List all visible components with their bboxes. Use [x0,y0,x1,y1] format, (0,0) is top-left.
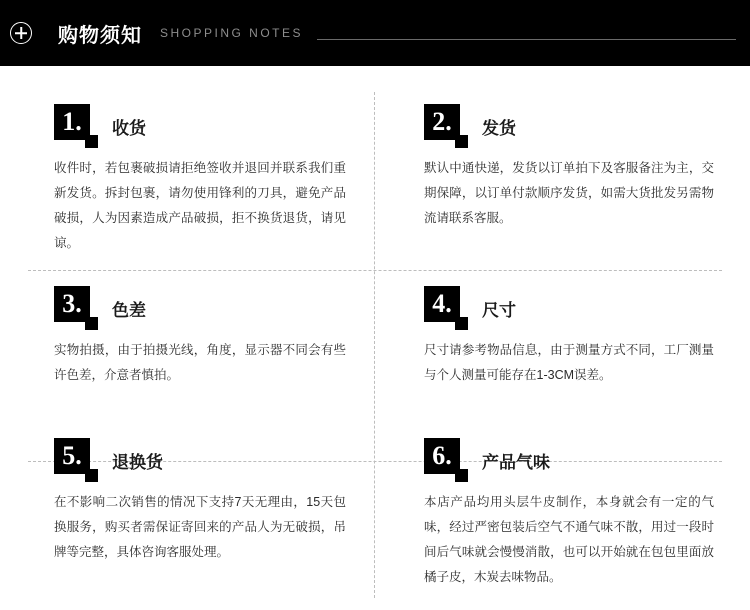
note-number-badge: 3. [54,286,90,322]
note-item-header [424,436,716,474]
notes-grid [0,66,750,610]
note-title: 尺寸 [482,301,516,320]
note-item-4 [398,266,722,418]
note-title: 色差 [112,301,146,320]
note-title: 退换货 [112,453,163,472]
note-item-1 [28,90,352,266]
note-title: 发货 [482,119,516,138]
note-number-badge: 2. [424,104,460,140]
note-item-header [54,102,346,140]
note-number-badge: 4. [424,286,460,322]
note-number-badge: 5. [54,438,90,474]
note-body: 实物拍摄，由于拍摄光线，角度，显示器不同会有些许色差，介意者慎拍。 [54,343,346,382]
note-body: 收件时，若包裹破损请拒绝签收并退回并联系我们重新发货。拆封包裹，请勿使用锋利的刀具，避免产品破损，人为因素造成产品破损，拒不换货退货，请见谅。 [54,161,346,250]
note-body: 本店产品均用头层牛皮制作，本身就会有一定的气味，经过严密包装后空气不通气味不散，用过一段时间后气味就会慢慢消散，也可以开始就在包包里面放橘子皮，木炭去味物品。 [424,495,714,584]
page-subtitle: SHOPPING NOTES [160,26,304,40]
grid-divider-vertical [374,92,375,598]
note-title: 收货 [112,119,146,138]
header-divider [317,39,736,40]
note-item-header [54,436,346,474]
note-item-2 [398,90,722,266]
note-item-header [424,102,716,140]
note-number-badge: 1. [54,104,90,140]
note-item-5 [28,418,352,600]
note-body: 尺寸请参考物品信息，由于测量方式不同，工厂测量与个人测量可能存在1-3CM误差。 [424,343,714,382]
note-body: 默认中通快递，发货以订单拍下及客服备注为主，交期保障，以订单付款顺序发货，如需大货批发另需物流请联系客服。 [424,161,714,225]
note-body: 在不影响二次销售的情况下支持7天无理由，15天包换服务，购买者需保证寄回来的产品人为无破损，吊牌等完整，具体咨询客服处理。 [54,495,346,559]
note-item-6 [398,418,722,600]
note-item-3 [28,266,352,418]
plus-circle-icon [10,22,32,44]
note-item-header [54,284,346,322]
note-number-badge: 6. [424,438,460,474]
page-title: 购物须知 [58,24,142,47]
note-title: 产品气味 [482,453,550,472]
note-item-header [424,284,716,322]
page-header [0,0,750,66]
